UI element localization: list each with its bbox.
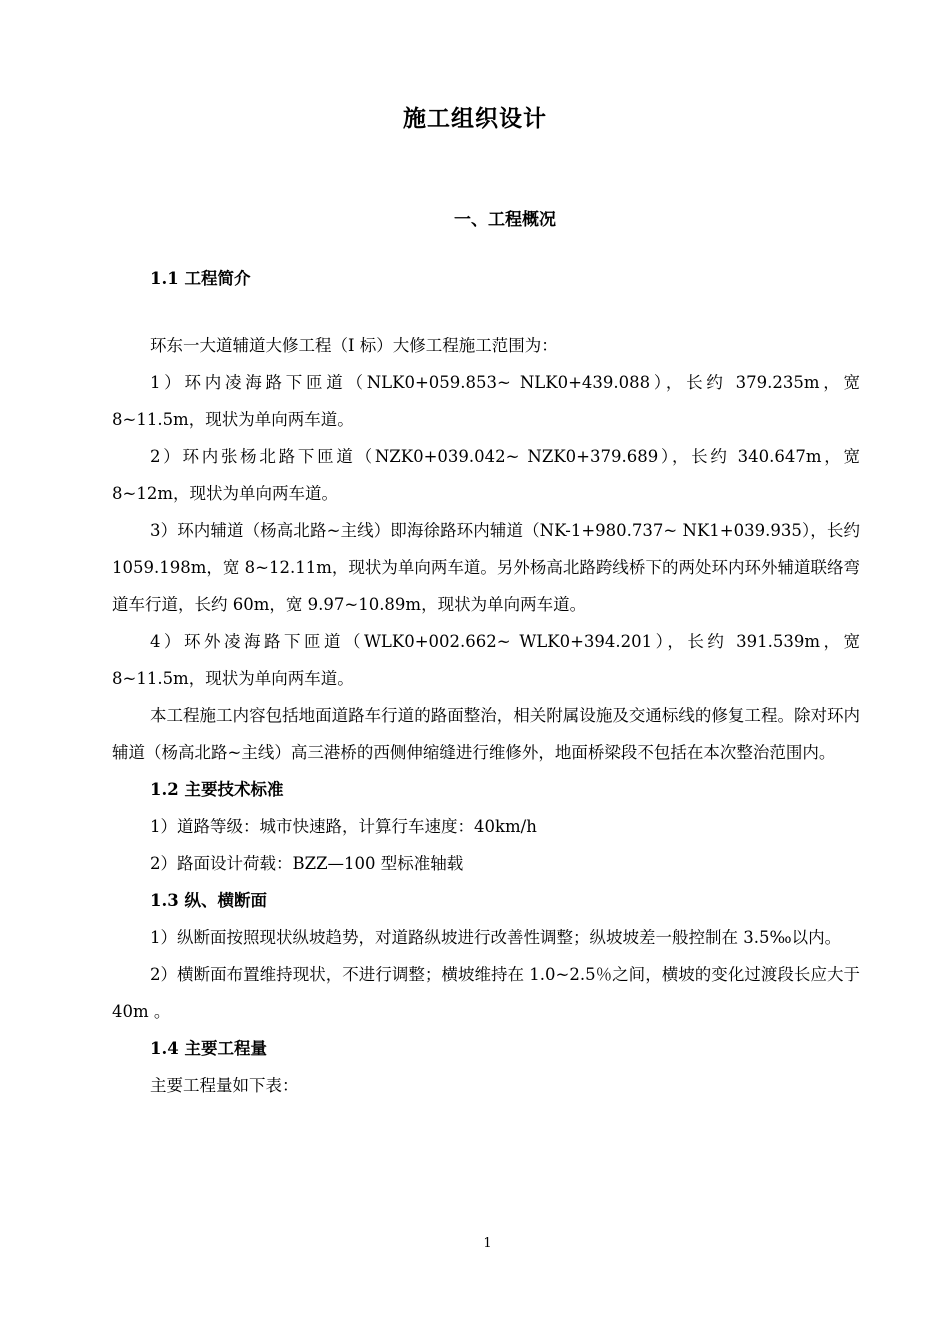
section-heading-1-3: 1.3 纵、横断面 [150, 891, 267, 910]
document-body [112, 260, 860, 1104]
paragraph-scope-item-3: 3）环内辅道（杨高北路~主线）即海徐路环内辅道（NK-1+980.737~ NK1+039.935），长约 1059.198m，宽 8~12.11m，现状为单向两车道。另外杨高北路跨线桥下的两处环内环外辅道联络弯道车行道，长约 60m，宽 9.97~10.89m，现状为单向两车道。 [112, 521, 860, 614]
paragraph-scope-item-1: 1）环内凌海路下匝道（NLK0+059.853~ NLK0+439.088），长约 379.235m，宽 8~11.5m，现状为单向两车道。 [112, 373, 860, 429]
section-heading-1-1: 1.1 工程简介 [150, 269, 251, 288]
paragraph-standard-1: 1）道路等级：城市快速路，计算行车速度：40km/h [150, 817, 537, 836]
chapter-title: 一、工程概况 [454, 210, 556, 230]
paragraph-profile-2: 2）横断面布置维持现状，不进行调整；横坡维持在 1.0~2.5％之间，横坡的变化过渡段长应大于 40m 。 [112, 965, 860, 1021]
paragraph-profile-1: 1）纵断面按照现状纵坡趋势，对道路纵坡进行改善性调整；纵坡坡差一般控制在 3.5‰以内。 [150, 928, 842, 947]
paragraph-scope-intro: 环东一大道辅道大修工程（I 标）大修工程施工范围为： [150, 336, 558, 355]
paragraph-scope-item-4: 4）环外凌海路下匝道（WLK0+002.662~ WLK0+394.201），长约 391.539m，宽 8~11.5m，现状为单向两车道。 [112, 632, 860, 688]
section-heading-1-2: 1.2 主要技术标准 [150, 780, 284, 799]
paragraph-standard-2: 2）路面设计荷载：BZZ—100 型标准轴载 [150, 854, 464, 873]
document-title: 施工组织设计 [403, 105, 547, 132]
paragraph-scope-item-2: 2）环内张杨北路下匝道（NZK0+039.042~ NZK0+379.689），长约 340.647m，宽 8~12m，现状为单向两车道。 [112, 447, 860, 503]
page-number: 1 [483, 1236, 492, 1251]
paragraph-quantities: 主要工程量如下表： [150, 1076, 299, 1095]
section-heading-1-4: 1.4 主要工程量 [150, 1039, 267, 1058]
paragraph-work-content: 本工程施工内容包括地面道路车行道的路面整治，相关附属设施及交通标线的修复工程。除对环内辅道（杨高北路~主线）高三港桥的西侧伸缩缝进行维修外，地面桥梁段不包括在本次整治范围内。 [112, 706, 860, 762]
